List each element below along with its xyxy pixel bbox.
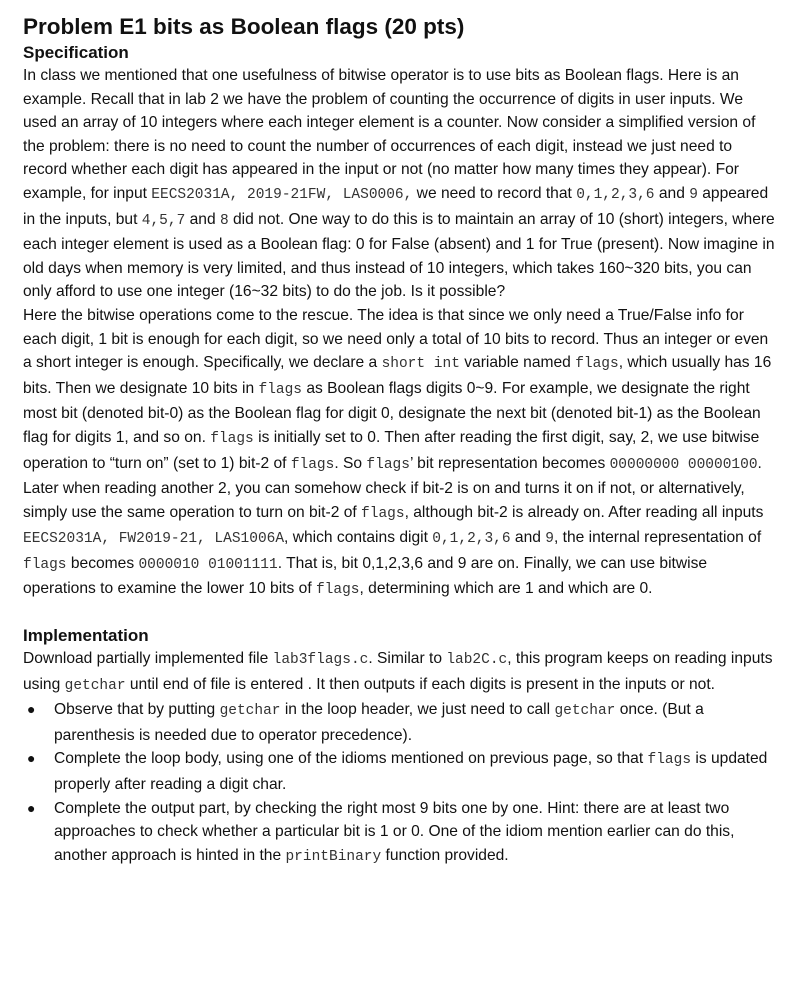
inline-code: flags	[575, 356, 619, 373]
inline-code: getchar	[219, 703, 281, 720]
text-run: is updated properly after reading a digit char.	[54, 750, 768, 794]
inline-code: 9	[545, 531, 554, 548]
inline-code: flags	[366, 456, 410, 473]
text-run: Here the bitwise operations come to the rescue. The idea is that since we only need a True/False info for each digit, 1 bit is enough for each digit, so we need only a total of 10 bits to record. Thus an integer or even a short integer is enough. Specifically, we declare a	[23, 306, 769, 372]
bullet-icon: ●	[27, 799, 36, 816]
text-run: becomes	[66, 554, 139, 572]
inline-code: flags	[647, 752, 692, 769]
inline-code: lab2C.c	[446, 652, 508, 669]
inline-code: 00000000 00000100	[609, 456, 758, 473]
task-item	[23, 797, 778, 870]
text-run: , the internal representation of	[553, 529, 762, 547]
text-run: until end of file is entered . It then outputs if each digits is present in the inputs or not.	[125, 675, 715, 693]
inline-code: flags	[315, 582, 360, 599]
text-run: did not. One way to do this is to maintain an array of 10 (short) integers, where each integer element is used as a Boolean flag: 0 for False (absent) and 1 for True (present). Now imagine in old days when memory is very limited, and thus instead of 10 integers, which takes 160~320 bits, you can only afford to use one integer (16~32 bits) to do the job. Is it possible?	[23, 210, 775, 301]
text-run: Download partially implemented file	[23, 650, 273, 668]
inline-code: flags	[210, 430, 254, 447]
text-run: , which contains digit	[284, 529, 433, 547]
text-run: is initially set to 0. Then after reading the first digit, say, 2, we use bitwise operation to “turn on” (set to 1) bit-2 of	[23, 428, 760, 472]
inline-code: lab3flags.c	[272, 652, 369, 669]
task-item	[23, 698, 778, 747]
text-run: variable named	[459, 354, 576, 372]
task-text	[54, 800, 734, 864]
text-run: . That is, bit 0,1,2,3,6 and 9 are on. Finally, we can use bitwise operations to examine the lower 10 bits of	[23, 554, 708, 598]
text-run: and	[654, 184, 690, 202]
text-run: and	[510, 529, 546, 547]
text-run: , which usually has 16 bits. Then we designate 10 bits in	[23, 354, 772, 397]
inline-code: EECS2031A, FW2019-21, LAS1006A	[23, 531, 285, 548]
text-run: we need to record that	[412, 184, 577, 202]
text-run: ’ bit representation becomes	[409, 454, 610, 472]
inline-code: 0000010 01001111	[138, 556, 278, 573]
text-run: appeared in the inputs, but	[23, 184, 769, 228]
text-run: as Boolean flags digits 0~9. For example, we designate the right most bit (denoted bit-0) as the Boolean flag for digit 0, designate the next bit (denoted bit-1) as the Boolean flag for digits 1, and so on.	[23, 379, 761, 446]
inline-code: short int	[381, 356, 460, 373]
inline-code: printBinary	[285, 848, 382, 865]
implementation-task-list	[23, 698, 778, 869]
inline-code: flags	[290, 456, 335, 473]
section-spacer	[23, 603, 778, 625]
text-run: , determining which are 1 and which are 0.	[359, 580, 653, 598]
text-run: , this program keeps on reading inputs using	[23, 650, 773, 693]
inline-code: 4,5,7	[141, 212, 186, 229]
inline-code: EECS2031A, 2019-21FW, LAS0006,	[151, 186, 413, 203]
text-run: Complete the output part, by checking the right most 9 bits one by one. Hint: there are at least two approaches to check whether a particular bit is 1 or 0. One of the idiom mention earlier can do this, another approach is hinted in the	[54, 799, 735, 864]
implementation-heading: Implementation	[23, 626, 149, 646]
task-item	[23, 747, 778, 796]
page-title: Problem E1 bits as Boolean flags (20 pts)	[23, 14, 465, 39]
text-run: function provided.	[381, 846, 509, 864]
text-run: and	[185, 210, 220, 228]
inline-code: flags	[361, 505, 405, 522]
task-text	[54, 750, 767, 793]
inline-code: 0,1,2,3,6	[432, 531, 511, 548]
bullet-icon: ●	[27, 750, 36, 767]
text-run: . Later when reading another 2, you can somehow check if bit-2 is on and turns it on if not, or alternatively, simply use the same operation to turn on bit-2 of	[23, 454, 762, 521]
text-run: . Similar to	[368, 650, 447, 668]
text-run: Observe that by putting	[54, 701, 220, 719]
inline-code: 0,1,2,3,6	[576, 186, 655, 203]
text-run: in the loop header, we just need to call	[280, 701, 555, 719]
text-run: In class we mentioned that one usefulness of bitwise operator is to use bits as Boolean flags. Here is an example. Recall that in lab 2 we have the problem of counting the occurrence of digits in user inputs. We used an array of 10 integers where each integer element is a counter. Now consider a simplified version of the problem: there is no need to count the number of occurrences of each digit, instead we just need to record whether each digit has appeared in the input or not (no matter how many times they appear). For example, for input	[23, 67, 756, 202]
specification-heading: Specification	[23, 43, 129, 62]
text-run: . So	[334, 454, 367, 472]
text-run: , although bit-2 is already on. After reading all inputs	[404, 503, 764, 521]
inline-code: getchar	[64, 677, 126, 694]
implementation-paragraph	[23, 647, 778, 698]
text-run: Complete the loop body, using one of the idioms mentioned on previous page, so that	[54, 750, 648, 768]
specification-paragraph-1	[23, 64, 778, 304]
inline-code: 9	[689, 186, 698, 203]
inline-code: flags	[258, 381, 303, 398]
text-run: once. (But a parenthesis is needed due to operator precedence).	[54, 701, 704, 744]
bullet-icon: ●	[27, 701, 36, 718]
specification-paragraph-2	[23, 304, 778, 603]
inline-code: getchar	[554, 703, 616, 720]
inline-code: 8	[219, 212, 229, 229]
inline-code: flags	[23, 556, 67, 573]
task-text	[54, 701, 704, 744]
